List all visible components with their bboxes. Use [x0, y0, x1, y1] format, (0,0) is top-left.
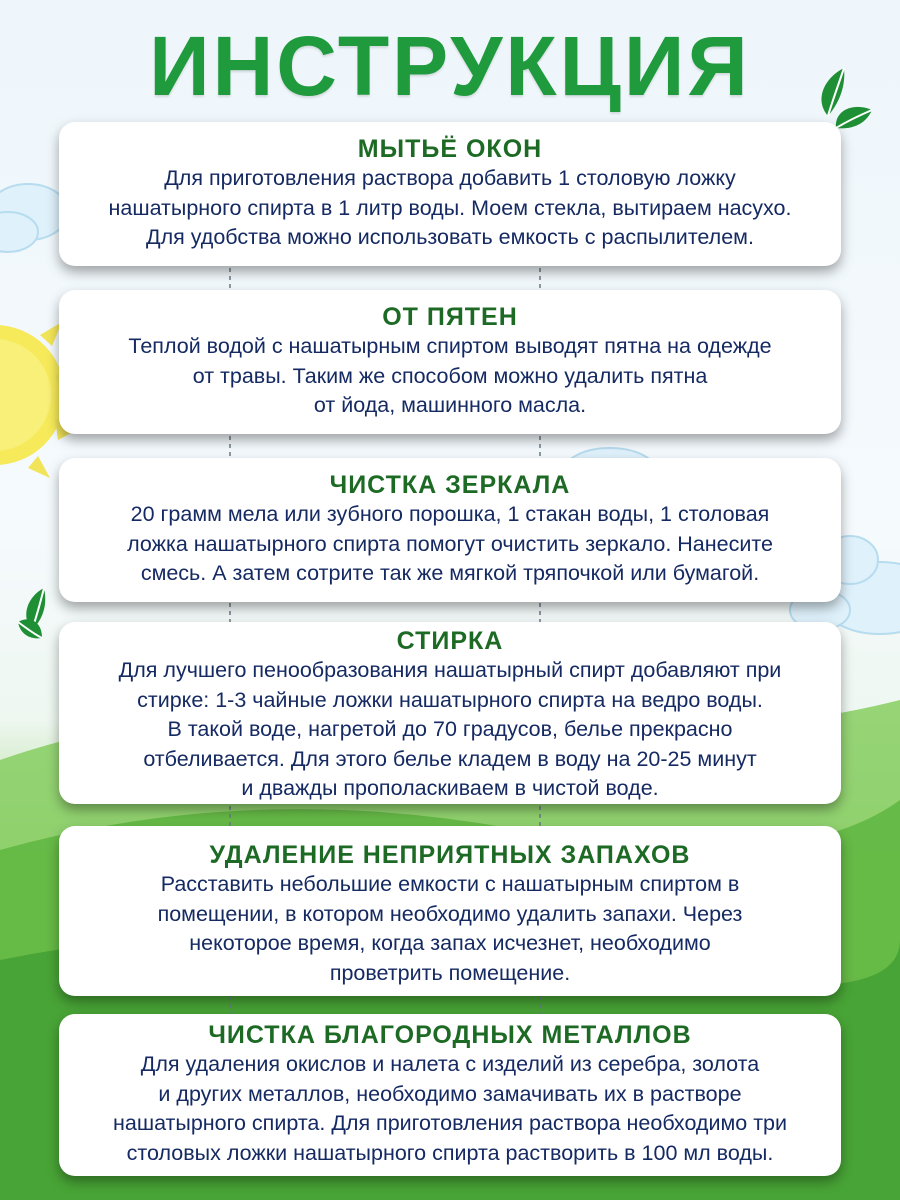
- section-card-laundry: [59, 622, 841, 804]
- section-heading: МЫТЬЁ ОКОН: [357, 135, 543, 163]
- section-card-stains: [59, 290, 841, 434]
- section-text: Для лучшего пенообразования нашатырный спирт добавляют при стирке: 1-3 чайные ложки нашатырного спирта на ведро воды. В такой воде, нагретой до 70 градусов, белье прекрасно отбеливается. Для этого белье кладем в воду на 20-25 минут и дважды прополаскиваем в чистой воде.: [118, 658, 782, 800]
- section-text: 20 грамм мела или зубного порошка, 1 стакан воды, 1 столовая ложка нашатырного спирта помогут очистить зеркало. Нанесите смесь. А затем сотрите так же мягкой тряпочкой или бумагой.: [127, 502, 773, 585]
- section-card-odors: [59, 826, 841, 996]
- section-heading: СТИРКА: [396, 627, 504, 655]
- section-card-window-washing: [59, 122, 841, 266]
- section-text: Для приготовления раствора добавить 1 столовую ложку нашатырного спирта в 1 литр воды. Моем стекла, вытираем насухо. Для удобства можно использовать емкость с распылителем.: [108, 166, 792, 249]
- section-text: Теплой водой с нашатырным спиртом выводят пятна на одежде от травы. Таким же способом можно удалить пятна от йода, машинного масла.: [128, 334, 772, 417]
- page-title: ИНСТРУКЦИЯ: [149, 19, 751, 113]
- section-card-mirror: [59, 458, 841, 602]
- section-heading: ЧИСТКА ЗЕРКАЛА: [329, 471, 571, 499]
- section-text: Для удаления окислов и налета с изделий из серебра, золота и других металлов, необходимо замачивать их в растворе нашатырного спирта. Для приготовления раствора необходимо три столовых ложки нашатырного спирта растворить в 100 мл воды.: [112, 1052, 788, 1165]
- section-card-precious-metals: [59, 1014, 841, 1176]
- section-heading: УДАЛЕНИЕ НЕПРИЯТНЫХ ЗАПАХОВ: [209, 841, 691, 869]
- section-heading: ЧИСТКА БЛАГОРОДНЫХ МЕТАЛЛОВ: [208, 1021, 692, 1049]
- section-text: Расставить небольшие емкости с нашатырным спиртом в помещении, в котором необходимо удалить запахи. Через некоторое время, когда запах исчезнет, необходимо проветрить помещение.: [157, 872, 743, 985]
- section-heading: ОТ ПЯТЕН: [382, 303, 518, 331]
